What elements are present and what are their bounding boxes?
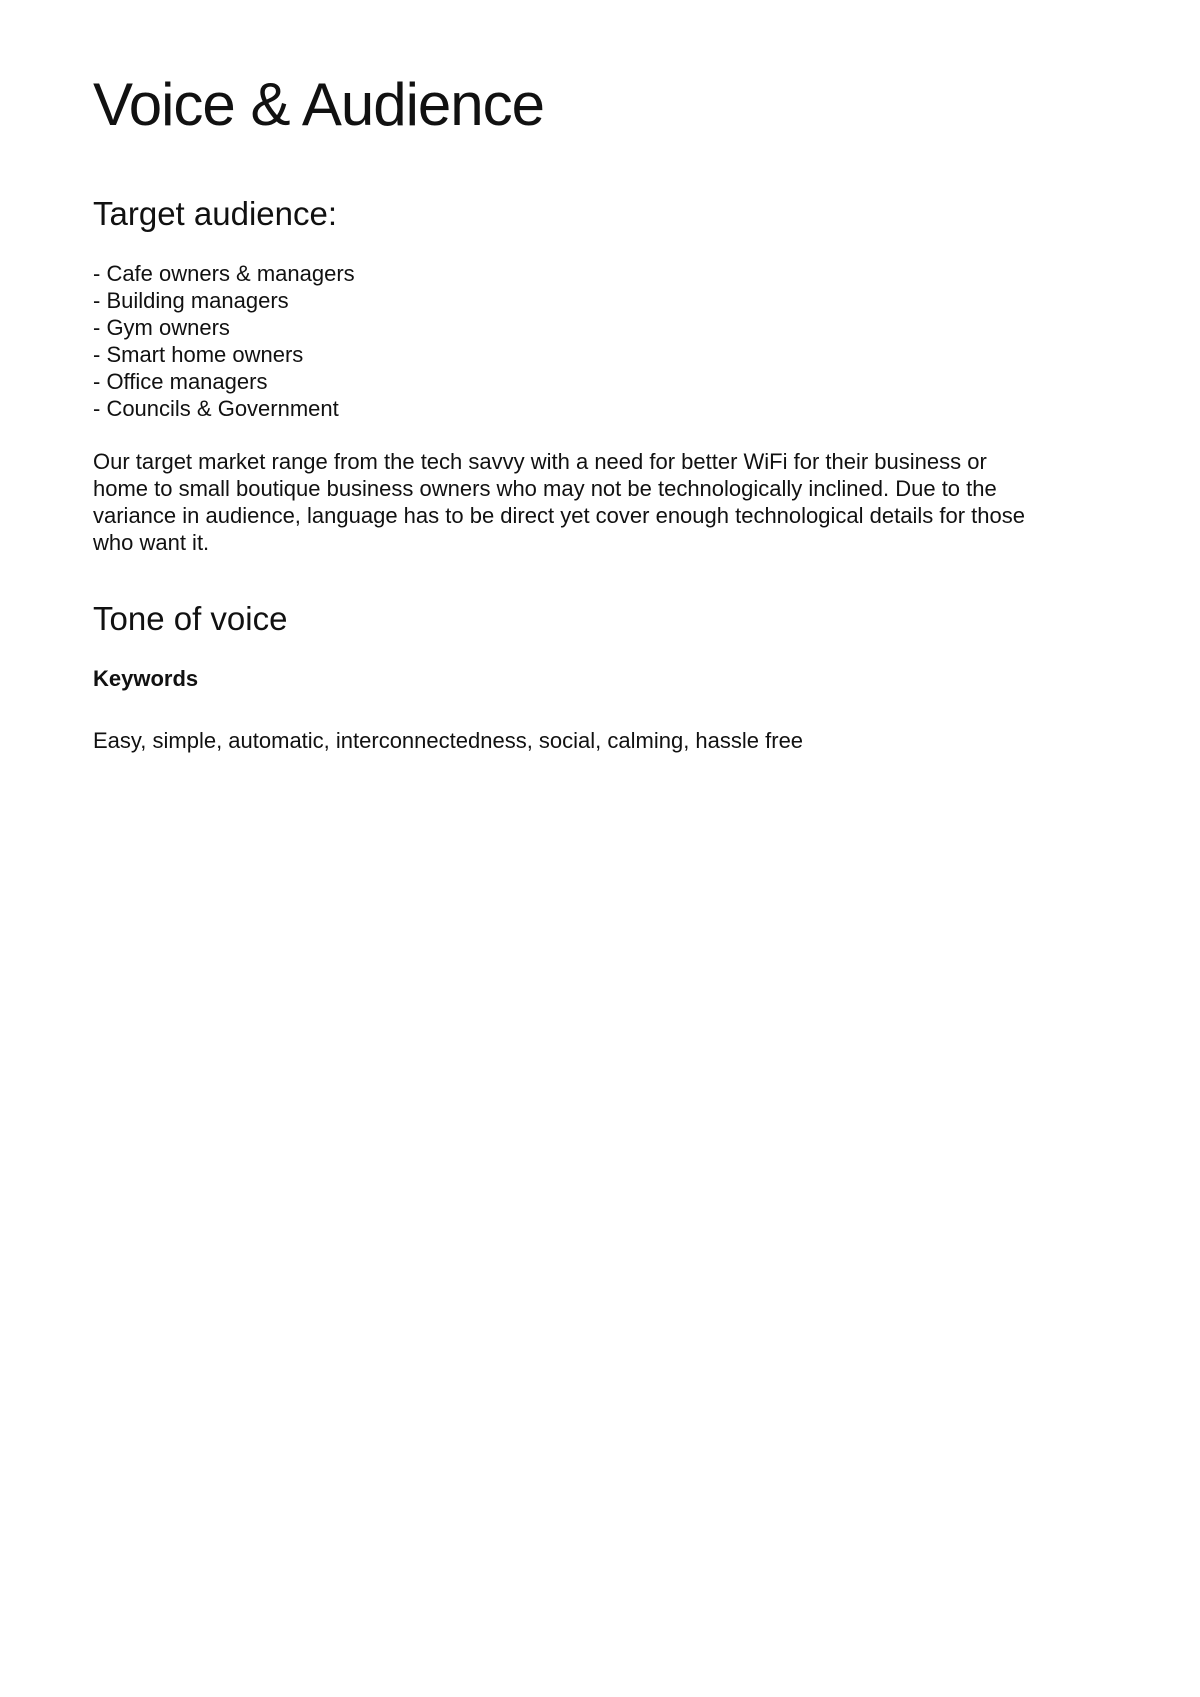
target-audience-heading: Target audience: <box>93 195 338 232</box>
keywords-text: Easy, simple, automatic, interconnectedness, social, calming, hassle free <box>93 728 804 753</box>
keywords-label: Keywords <box>93 666 199 691</box>
page-title: Voice & Audience <box>93 71 545 138</box>
list-item: - Smart home owners <box>93 342 304 367</box>
list-item: - Gym owners <box>93 315 230 340</box>
audience-list <box>93 260 355 422</box>
list-item: - Office managers <box>93 369 268 394</box>
audience-description: Our target market range from the tech savvy with a need for better WiFi for their business or home to small boutique business owners who may not be technologically inclined. Due to the variance in audience, language has to be direct yet cover enough technological details for those who want it. <box>93 449 1025 555</box>
list-item: - Building managers <box>93 288 289 313</box>
list-item: - Cafe owners & managers <box>93 261 355 286</box>
list-item: - Councils & Government <box>93 396 339 421</box>
tone-of-voice-heading: Tone of voice <box>93 600 288 637</box>
